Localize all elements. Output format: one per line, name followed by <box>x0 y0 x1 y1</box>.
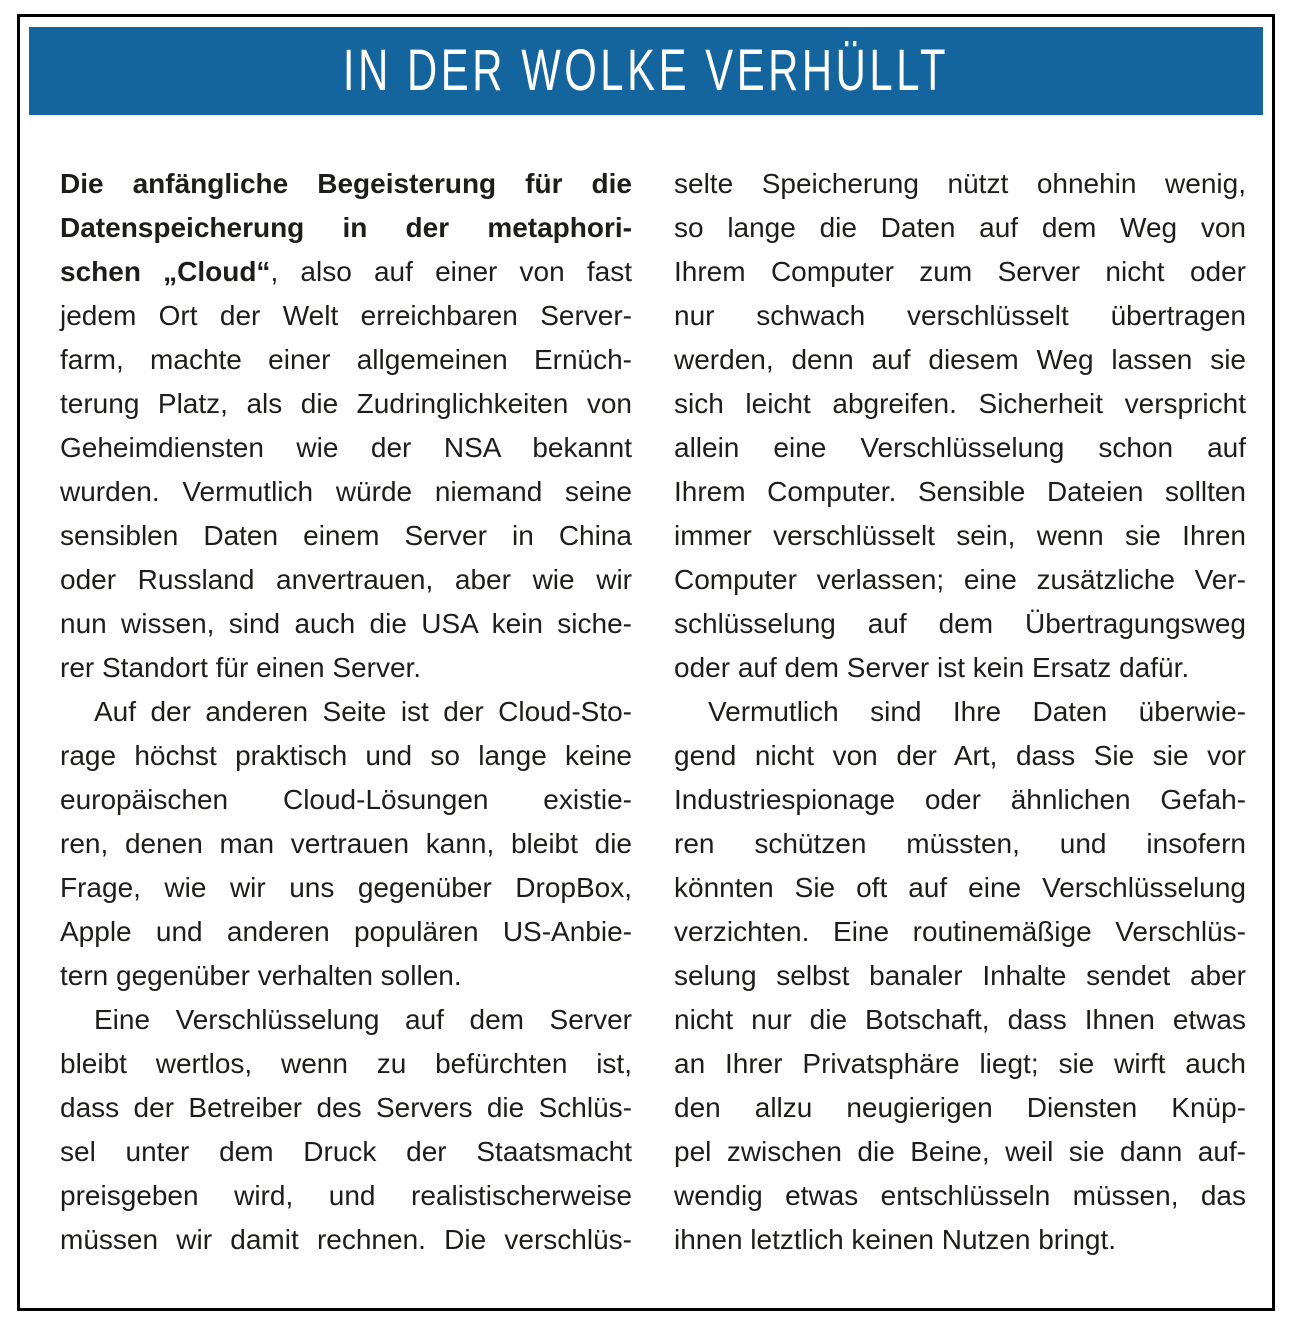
text-line: sich leicht abgreifen. Sicherheit verspricht <box>674 388 1246 419</box>
text-line: so lange die Daten auf dem Weg von <box>674 212 1246 243</box>
text-line: an Ihrer Privatsphäre liegt; sie wirft auch <box>674 1048 1246 1079</box>
text-line: ren schützen müssten, und insofern <box>674 828 1246 859</box>
text-line: wurden. Vermutlich würde niemand seine <box>60 476 632 507</box>
text-line: Datenspeicherung in der metaphori- <box>60 212 632 243</box>
text-line: Eine Verschlüsselung auf dem Server <box>94 1004 632 1035</box>
text-line: ren, denen man vertrauen kann, bleibt die <box>60 828 632 859</box>
text-line: Die anfängliche Begeisterung für die <box>60 168 632 199</box>
article-body <box>20 162 1272 1262</box>
text-line: immer verschlüsselt sein, wenn sie Ihren <box>674 520 1246 551</box>
text-line: rage höchst praktisch und so lange keine <box>60 740 632 771</box>
text-line: ihnen letztlich keinen Nutzen bringt. <box>674 1224 1117 1255</box>
text-line: selung selbst banaler Inhalte sendet aber <box>674 960 1246 991</box>
text-line: rer Standort für einen Server. <box>60 652 422 683</box>
text-line: gend nicht von der Art, dass Sie sie vor <box>674 740 1246 771</box>
text-line: werden, denn auf diesem Weg lassen sie <box>674 344 1246 375</box>
text-line: nur schwach verschlüsselt übertragen <box>674 300 1246 331</box>
text-line: wendig etwas entschlüsseln müssen, das <box>674 1180 1246 1211</box>
article-title: IN DER WOLKE VERHÜLLT <box>342 38 950 103</box>
text-line: europäischen Cloud-Lösungen existie- <box>60 784 632 815</box>
text-line: nun wissen, sind auch die USA kein siche- <box>60 608 632 639</box>
text-line: oder auf dem Server ist kein Ersatz dafür. <box>674 652 1190 683</box>
text-line: tern gegenüber verhalten sollen. <box>60 960 462 991</box>
text-line: Computer verlassen; eine zusätzliche Ver- <box>674 564 1246 595</box>
text-line: Frage, wie wir uns gegenüber DropBox, <box>60 872 632 903</box>
text-line: Industriespionage oder ähnlichen Gefah- <box>674 784 1246 815</box>
text-line: Auf der anderen Seite ist der Cloud-Sto- <box>94 696 632 727</box>
text-line: schlüsselung auf dem Übertragungsweg <box>674 608 1246 639</box>
text-line: dass der Betreiber des Servers die Schlüs- <box>60 1092 632 1123</box>
text-line: Vermutlich sind Ihre Daten überwie- <box>708 696 1246 727</box>
text-line: oder Russland anvertrauen, aber wie wir <box>60 564 632 595</box>
text-line: selte Speicherung nützt ohnehin wenig, <box>674 168 1246 199</box>
text-line: sensiblen Daten einem Server in China <box>60 520 632 551</box>
text-line: schen „Cloud“, also auf einer von fast <box>60 256 632 287</box>
text-line: preisgeben wird, und realistischerweise <box>60 1180 632 1211</box>
text-line: nicht nur die Botschaft, dass Ihnen etwas <box>674 1004 1246 1035</box>
text-line: könnten Sie oft auf eine Verschlüsselung <box>674 872 1246 903</box>
text-line: Ihrem Computer. Sensible Dateien sollten <box>674 476 1246 507</box>
text-line: Geheimdiensten wie der NSA bekannt <box>60 432 632 463</box>
text-line: pel zwischen die Beine, weil sie dann auf- <box>674 1136 1246 1167</box>
text-line: Ihrem Computer zum Server nicht oder <box>674 256 1246 287</box>
text-line: verzichten. Eine routinemäßige Verschlüs- <box>674 916 1246 947</box>
article-title-bar <box>29 27 1263 115</box>
text-line: bleibt wertlos, wenn zu befürchten ist, <box>60 1048 632 1079</box>
article-frame <box>17 14 1275 1311</box>
text-line: Apple und anderen populären US-Anbie- <box>60 916 632 947</box>
text-column-left <box>60 162 632 1262</box>
text-line: terung Platz, als die Zudringlichkeiten von <box>60 388 632 419</box>
text-column-right <box>674 162 1246 1262</box>
text-line: den allzu neugierigen Diensten Knüp- <box>674 1092 1246 1123</box>
text-line: allein eine Verschlüsselung schon auf <box>674 432 1246 463</box>
text-line: jedem Ort der Welt erreichbaren Server- <box>60 300 632 331</box>
text-line: müssen wir damit rechnen. Die verschlüs- <box>60 1224 632 1255</box>
text-line: sel unter dem Druck der Staatsmacht <box>60 1136 632 1167</box>
text-line: farm, machte einer allgemeinen Ernüch- <box>60 344 632 375</box>
